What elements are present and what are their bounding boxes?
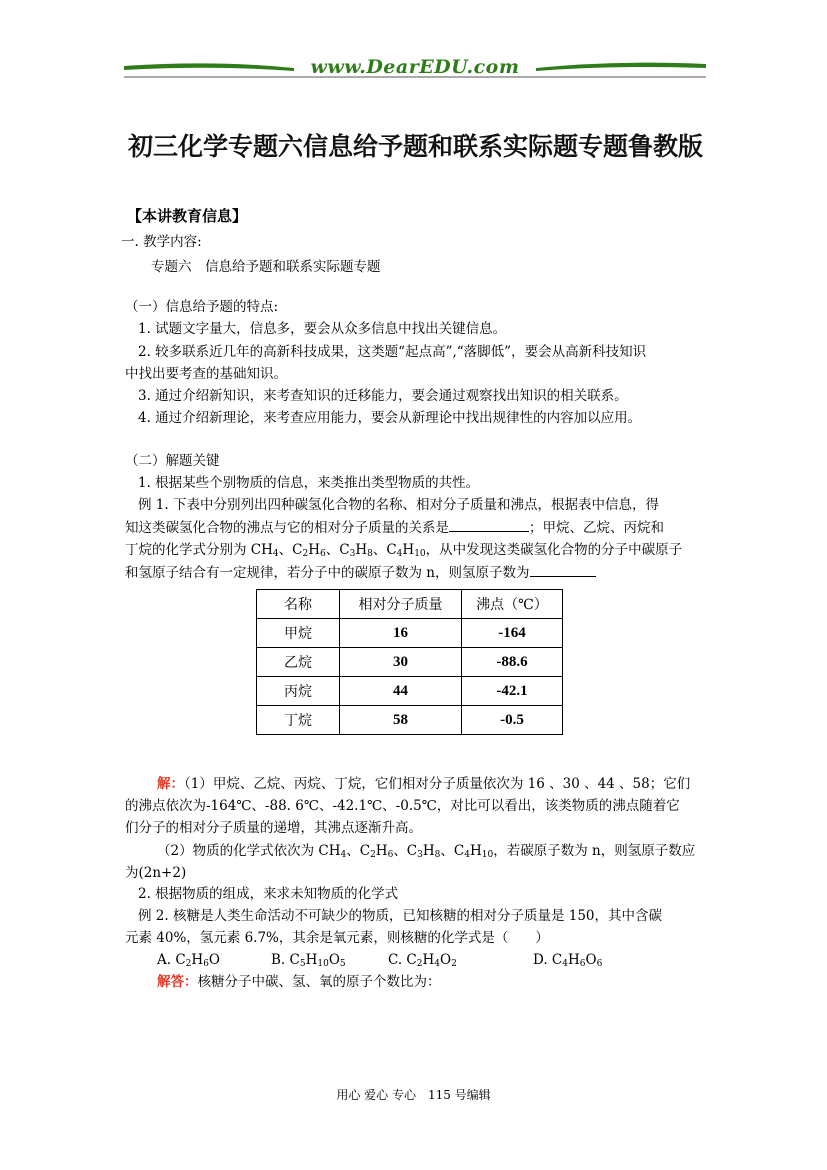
text-line: 2. 根据物质的组成，来求未知物质的化学式 [138,886,399,902]
text-line: 1. 根据某些个别物质的信息，来类推出类型物质的共性。 [138,475,480,491]
option-a: A. $C_2H_6O$ [157,952,220,969]
option-label: A. C [157,952,186,968]
option-b: B. $C_5H_{10}O_5$ [271,952,346,969]
table-row [257,706,563,735]
site-url: www.DearEDU.com [310,56,520,78]
text-line: 2. 较多联系近几年的高新科技成果，这类题“起点高”,“落脚低”，要会从高新科技知识 [138,344,647,360]
table-header-cell: 相对分子质量 [340,590,462,619]
option-label: B. C [271,952,300,968]
text-span: ；甲烷、乙烷、丙烷和 [529,520,664,536]
text-line: 例 1. 下表中分别列出四种碳氢化合物的名称、相对分子质量和沸点，根据表中信息，得 [138,497,659,513]
text-line: （二）解题关键 [125,453,220,469]
text-line: 例 2. 核糖是人类生命活动不可缺少的物质，已知核糖的相对分子质量是 150，其中含碳 [138,908,663,924]
text-span: （2）物质的化学式依次为 CH [157,843,341,859]
table-cell: 丁烷 [257,706,340,735]
text-span: 核糖分子中碳、氢、氧的原子个数比为： [197,974,441,990]
table-cell: 58 [340,706,462,735]
text-line: 中找出要考查的基础知识。 [125,366,287,382]
table-header-cell: 沸点（℃） [462,590,563,619]
table-cell: 44 [340,677,462,706]
text-line: 元素 40%，氢元素 6.7%，其余是氧元素，则核糖的化学式是（ ） [125,930,549,946]
site-header-banner [124,52,706,82]
table-cell: 丙烷 [257,677,340,706]
option-d: D. $C_4H_6O_6$ [533,952,603,969]
answer-blank [530,562,596,577]
table-cell: -0.5 [462,706,563,735]
option-c: C. $C_2H_4O_2$ [388,952,457,969]
table-cell: 乙烷 [257,648,340,677]
text-line [125,517,664,538]
page-footer: 用心 爱心 专心 115 号编辑 [336,1088,491,1102]
table-cell: -164 [462,619,563,648]
text-line [125,562,596,583]
text-line: 一. 教学内容: [121,234,202,250]
answer-blank [449,517,529,532]
text-line [157,972,441,992]
table-row [257,648,563,677]
text-line: （一）信息给予题的特点: [125,299,279,315]
table-header-cell: 名称 [257,590,340,619]
option-label: C. C [388,952,417,968]
text-line: 3. 通过介绍新知识，来考查知识的迁移能力，要会通过观察找出知识的相关联系。 [138,388,628,404]
text-span: 丁烷的化学式分别为 CH [125,542,273,558]
table-cell: 甲烷 [257,619,340,648]
text-line: 的沸点依次为-164℃、-88. 6℃、-42.1℃、-0.5℃，对比可以看出，该类物质的沸点随着它 [125,798,680,814]
table-cell: 30 [340,648,462,677]
text-span: 和氢原子结合有一定规律，若分子中的碳原子数为 n，则氢原子数为 [125,565,530,581]
text-line: （2）物质的化学式依次为 $CH_4$、$C_2H_6$、$C_3H_8$、$C_4H_{10}$，若碳原子数为 n，则氢原子数应 [157,843,696,860]
text-line: 1. 试题文字量大，信息多，要会从众多信息中找出关键信息。 [138,321,507,337]
solution-label: 解： [157,776,184,792]
text-line [157,774,690,794]
text-line: 专题六 信息给予题和联系实际题专题 [151,259,381,275]
text-line: 丁烷的化学式分别为 $CH_4$、$C_2H_6$、$C_3H_8$、$C_4H_{10}$，从中发现这类碳氢化合物的分子中碳原子 [125,542,683,559]
section-heading: 【本讲教育信息】 [127,207,248,225]
answer-label: 解答： [157,974,198,990]
text-span: （1）甲烷、乙烷、丙烷、丁烷，它们相对分子质量依次为 16 、30 、44 、58；它们 [184,776,691,792]
text-span: ，从中发现这类碳氢化合物的分子中碳原子 [425,542,683,558]
table-cell: -88.6 [462,648,563,677]
option-label: D. C [533,952,563,968]
table-row [257,619,563,648]
text-line: 为(2n+2) [125,865,187,881]
text-line: 4. 通过介绍新理论，来考查应用能力，要会从新理论中找出规律性的内容加以应用。 [138,410,642,426]
data-table [256,589,563,735]
text-line: 们分子的相对分子质量的递增，其沸点逐渐升高。 [125,820,422,836]
text-span: ，若碳原子数为 n，则氢原子数应 [493,843,696,859]
table-cell: -42.1 [462,677,563,706]
page-title: 初三化学专题六信息给予题和联系实际题专题鲁教版 [128,132,704,161]
table-cell: 16 [340,619,462,648]
table-header-row [257,590,563,619]
table-row [257,677,563,706]
text-span: 知这类碳氢化合物的沸点与它的相对分子质量的关系是 [125,520,449,536]
